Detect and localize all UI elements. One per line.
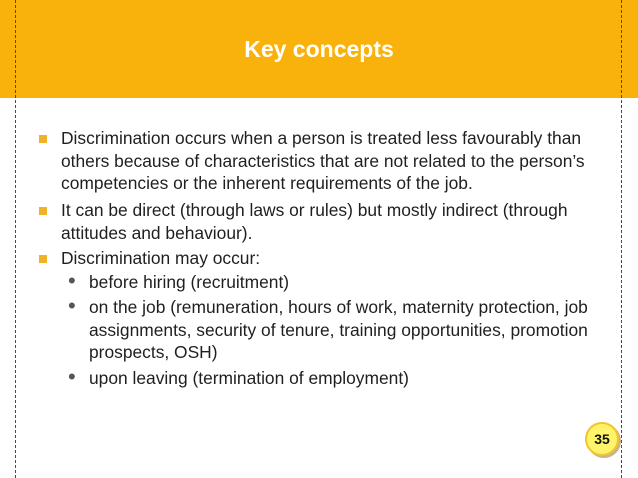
bullet-line: competencies or the inherent requirements of the job. xyxy=(61,173,473,194)
bullet-line: assignments, security of tenure, training opportunities, promotion xyxy=(89,319,588,340)
bullet-item xyxy=(61,127,621,195)
right-dashed-border xyxy=(621,0,622,478)
bullet-line: Discrimination occurs when a person is treated less favourably than xyxy=(61,128,582,148)
square-bullet-icon xyxy=(39,135,47,143)
bullet-line: Discrimination may occur: xyxy=(61,248,261,268)
sub-bullet-item xyxy=(68,364,621,390)
sub-bullet-item xyxy=(68,293,621,364)
bullet-line: others because of characteristics that are not related to the person’s xyxy=(61,150,585,171)
bullet-item xyxy=(61,247,621,270)
bullet-line: It can be direct (through laws or rules) but mostly indirect (through xyxy=(61,200,568,220)
page-number-badge xyxy=(585,422,619,456)
dot-bullet-icon: • xyxy=(68,364,76,389)
slide-title: Key concepts xyxy=(244,36,394,62)
sub-bullet-item xyxy=(68,268,621,294)
bullet-line: before hiring (recruitment) xyxy=(89,272,290,292)
square-bullet-icon xyxy=(39,255,47,263)
bullet-line: upon leaving (termination of employment) xyxy=(89,368,409,388)
square-bullet-icon xyxy=(39,207,47,215)
page-number: 35 xyxy=(594,431,610,447)
dot-bullet-icon: • xyxy=(68,293,76,318)
left-dashed-border xyxy=(15,0,16,478)
dot-bullet-icon: • xyxy=(68,268,76,293)
bullet-line: on the job (remuneration, hours of work, maternity protection, job xyxy=(89,297,588,317)
bullet-item xyxy=(61,199,621,244)
bullet-line: attitudes and behaviour). xyxy=(61,222,253,243)
bullet-line: prospects, OSH) xyxy=(89,342,218,363)
title-banner xyxy=(0,0,638,98)
